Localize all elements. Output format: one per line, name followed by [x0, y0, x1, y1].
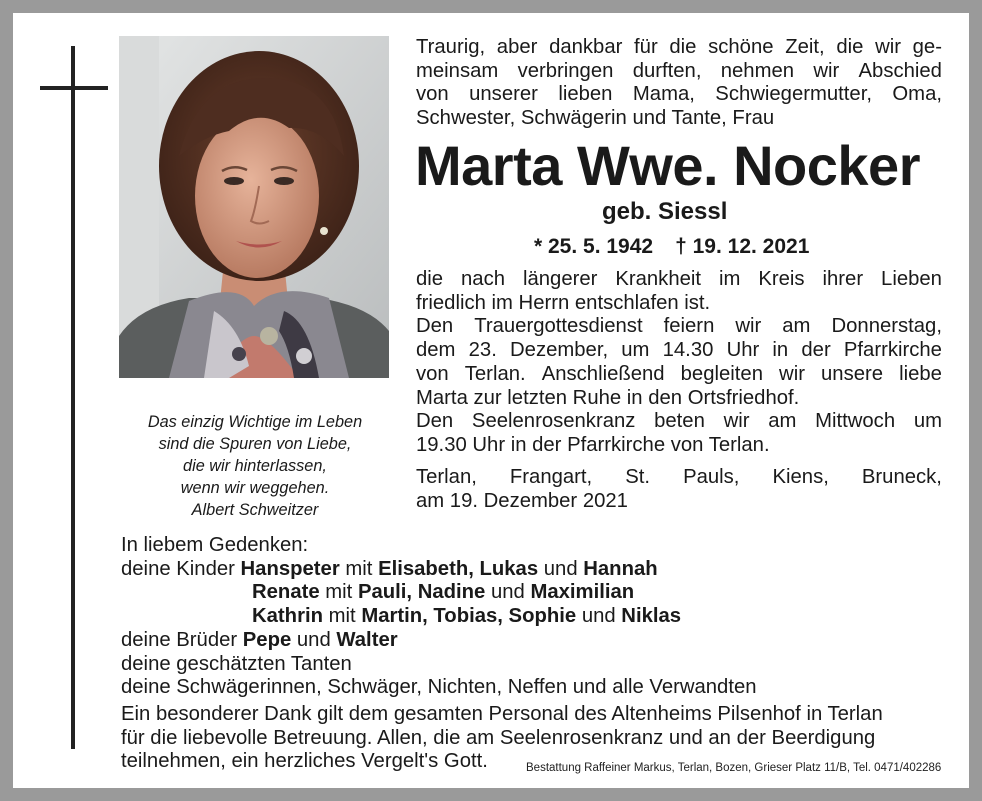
- word: am: [768, 410, 797, 433]
- word: von: [416, 83, 449, 106]
- word: Uhr: [726, 339, 760, 362]
- word: Traurig,: [416, 36, 486, 58]
- word: feiern: [663, 315, 715, 338]
- quote-line: die wir hinterlassen,: [183, 457, 327, 475]
- main-line: [416, 315, 942, 339]
- mourners-list: [121, 534, 757, 700]
- word: längerer: [522, 268, 598, 290]
- place-and-date: [416, 466, 942, 513]
- intro-line: [416, 83, 942, 107]
- word: um: [913, 410, 942, 433]
- date-line: am 19. Dezember 2021: [416, 489, 628, 512]
- portrait-image: [119, 36, 389, 378]
- word: die: [669, 36, 697, 58]
- thanks-line: für die liebevolle Betreuung. Allen, die am Seelenrosenkranz und an der Beerdigung: [121, 726, 876, 749]
- portrait-photo: [119, 36, 389, 378]
- word: in: [772, 339, 789, 362]
- main-line: [416, 268, 942, 292]
- word: wir: [875, 36, 901, 58]
- word: Trauergottesdienst: [474, 315, 643, 338]
- word: um: [621, 339, 650, 362]
- word: 23.: [468, 339, 497, 362]
- main-line: [416, 363, 942, 387]
- word: Terlan,: [416, 466, 477, 488]
- places-line: [416, 466, 942, 490]
- funeral-home-info: Bestattung Raffeiner Markus, Terlan, Bozen, Grieser Platz 11/B, Tel. 0471/402286: [526, 762, 942, 774]
- word: die: [416, 268, 444, 290]
- main-line: friedlich im Herrn entschlafen ist.: [416, 291, 711, 314]
- word: Seelenrosenkranz: [471, 410, 636, 433]
- born-name: geb. Siessl: [602, 198, 728, 225]
- word: Kreis: [758, 268, 805, 290]
- children-line: deine Kinder Hanspeter mit Elisabeth, Lukas und Hannah: [121, 557, 658, 580]
- word: ihrer: [822, 268, 864, 290]
- word: von: [416, 362, 449, 385]
- word: dem: [416, 339, 456, 362]
- word: Lieben: [881, 268, 942, 290]
- word: Zeit,: [785, 36, 825, 58]
- word: Anschließend: [541, 362, 665, 385]
- word: Krankheit: [615, 268, 702, 290]
- word: Kiens,: [772, 466, 829, 488]
- thanks-line: teilnehmen, ein herzliches Vergelt's Gott.: [121, 750, 488, 773]
- word: Frangart,: [509, 466, 593, 488]
- main-line: 19.30 Uhr in der Pfarrkirche von Terlan.: [416, 433, 770, 456]
- life-dates: [534, 233, 809, 261]
- word: Den: [416, 410, 454, 433]
- children-line: Renate mit Pauli, Nadine und Maximilian: [252, 581, 635, 604]
- word: Pauls,: [683, 466, 740, 488]
- brothers-line: deine Brüder Pepe und Walter: [121, 628, 398, 651]
- obituary-notice: [13, 13, 969, 788]
- birth-date: * 25. 5. 1942: [534, 235, 654, 258]
- intro-line: [416, 60, 942, 84]
- word: nach: [461, 268, 506, 290]
- word: unserer: [469, 83, 538, 106]
- word: die: [836, 36, 864, 58]
- word: 14.30: [662, 339, 714, 362]
- word: für: [634, 36, 658, 58]
- word: Donnerstag,: [831, 315, 942, 338]
- word: meinsam: [416, 59, 499, 82]
- word: im: [718, 268, 741, 290]
- word: Mama,: [632, 83, 695, 106]
- word: Mittwoch: [815, 410, 896, 433]
- word: nehmen: [720, 59, 795, 82]
- word: beten: [654, 410, 705, 433]
- word: Den: [416, 315, 454, 338]
- children-line: Kathrin mit Martin, Tobias, Sophie und Niklas: [252, 605, 682, 628]
- word: unsere: [821, 362, 884, 385]
- quote-author: Albert Schweitzer: [191, 501, 319, 519]
- deceased-name: Marta Wwe. Nocker: [415, 134, 920, 197]
- mourners-heading: In liebem Gedenken:: [121, 534, 309, 556]
- word: begleiten: [680, 362, 763, 385]
- main-line: [416, 410, 942, 434]
- cross-icon-crossbar: [40, 86, 108, 90]
- word: Pfarrkirche: [843, 339, 942, 362]
- main-line: Marta zur letzten Ruhe in den Ortsfriedhof.: [416, 386, 800, 409]
- word: wir: [779, 362, 805, 385]
- quote-line: Das einzig Wichtige im Leben: [147, 413, 363, 431]
- quote-line: wenn wir weggehen.: [180, 479, 330, 497]
- word: Abschied: [858, 59, 942, 82]
- intro-text: [416, 36, 942, 131]
- word: liebe: [899, 362, 942, 385]
- word: wir: [735, 315, 762, 338]
- word: Dezember,: [510, 339, 609, 362]
- word: Oma,: [892, 83, 942, 106]
- word: wir: [813, 59, 840, 82]
- word: dankbar: [549, 36, 623, 58]
- intro-line: [416, 36, 942, 60]
- quote: [113, 411, 397, 521]
- word: Schwiegermutter,: [715, 83, 872, 106]
- word: lieben: [558, 83, 613, 106]
- word: wir: [723, 410, 750, 433]
- word: am: [782, 315, 811, 338]
- word: Terlan.: [464, 362, 526, 385]
- cross-icon: [71, 46, 75, 749]
- intro-line: Schwester, Schwägerin und Tante, Frau: [416, 107, 775, 130]
- main-line: [416, 339, 942, 363]
- relatives-line: deine Schwägerinnen, Schwäger, Nichten, Neffen und alle Verwandten: [121, 676, 757, 699]
- main-text: [416, 268, 942, 458]
- word: St.: [625, 466, 651, 488]
- death-date: † 19. 12. 2021: [675, 235, 810, 258]
- word: verbringen: [517, 59, 614, 82]
- word: aber: [496, 36, 538, 58]
- word: ge-: [912, 36, 942, 58]
- aunts-line: deine geschätzten Tanten: [121, 652, 352, 675]
- word: schöne: [708, 36, 774, 58]
- quote-line: sind die Spuren von Liebe,: [158, 435, 352, 453]
- thanks-line: Ein besonderer Dank gilt dem gesamten Personal des Altenheims Pilsenhof in Terlan: [121, 703, 883, 725]
- word: Bruneck,: [861, 466, 942, 488]
- word: der: [801, 339, 831, 362]
- word: durften,: [632, 59, 702, 82]
